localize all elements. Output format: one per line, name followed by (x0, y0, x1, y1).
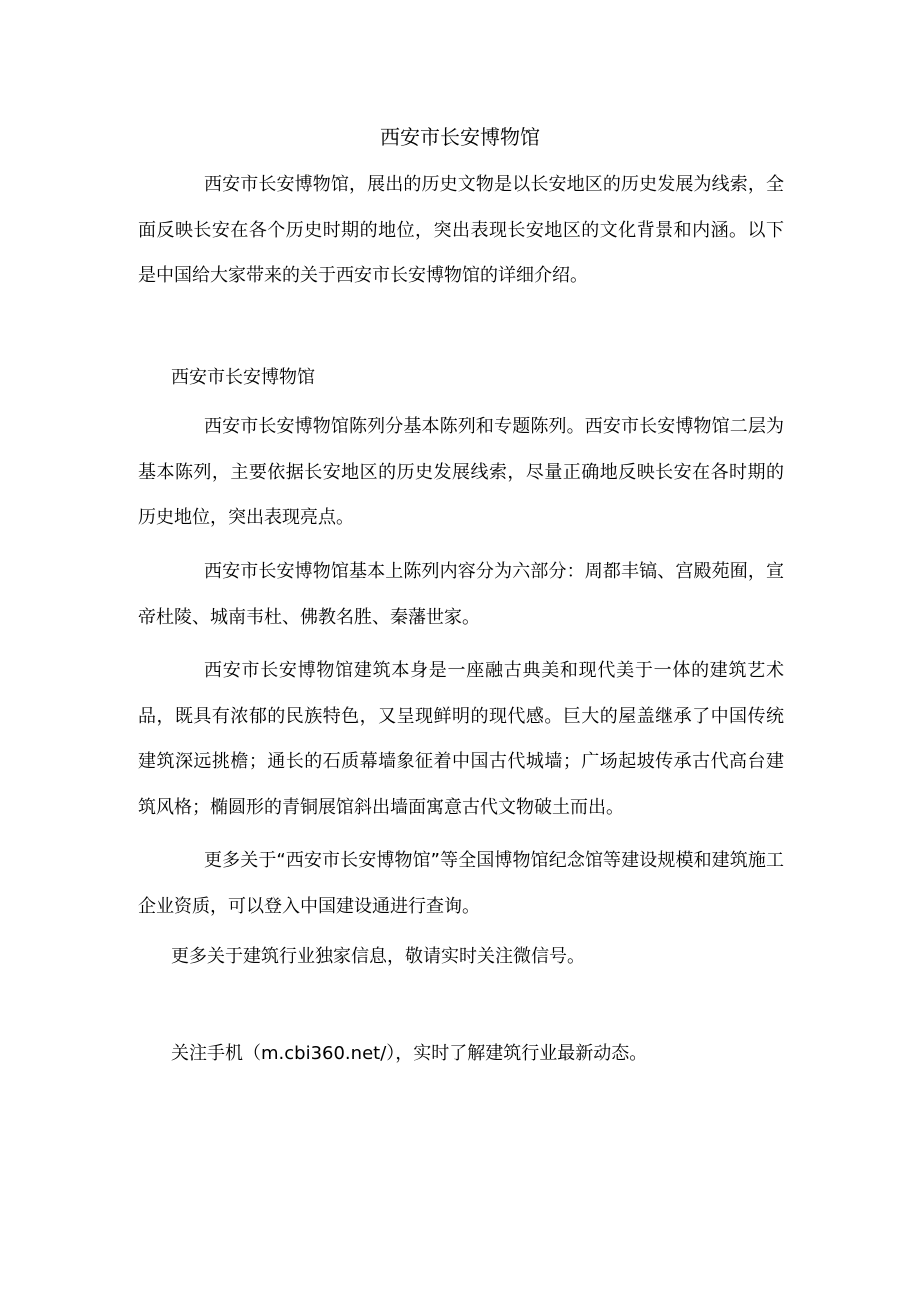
mobile-note: 关注手机（m.cbi360.net/），实时了解建筑行业最新动态。 (171, 1043, 648, 1064)
paragraph-more-info: 更多关于“西安市长安博物馆”等全国博物馆纪念馆等建设规模和建筑施工企业资质，可以登入中国建设通进行查询。 (138, 850, 784, 917)
paragraph-architecture: 西安市长安博物馆建筑本身是一座融古典美和现代美于一体的建筑艺术品，既具有浓郁的民族特色，又呈现鲜明的现代感。巨大的屋盖继承了中国传统建筑深远挑檐；通长的石质幕墙象征着中国古代城墙；广场起坡传承古代高台建筑风格；椭圆形的青铜展馆斜出墙面寓意古代文物破土而出。 (138, 660, 784, 818)
section-heading: 西安市长安博物馆 (171, 367, 315, 388)
intro-paragraph: 西安市长安博物馆，展出的历史文物是以长安地区的历史发展为线索，全面反映长安在各个历史时期的地位，突出表现长安地区的文化背景和内涵。以下是中国给大家带来的关于西安市长安博物馆的详细介绍。 (138, 174, 784, 286)
wechat-note: 更多关于建筑行业独家信息，敬请实时关注微信号。 (171, 946, 585, 967)
paragraph-exhibition-contents: 西安市长安博物馆基本上陈列内容分为六部分：周都丰镐、宫殿苑囿，宣帝杜陵、城南韦杜、佛教名胜、秦藩世家。 (138, 561, 784, 628)
document-title: 西安市长安博物馆 (380, 125, 540, 149)
paragraph-exhibition-layout: 西安市长安博物馆陈列分基本陈列和专题陈列。西安市长安博物馆二层为基本陈列，主要依据长安地区的历史发展线索，尽量正确地反映长安在各时期的历史地位，突出表现亮点。 (138, 416, 784, 528)
